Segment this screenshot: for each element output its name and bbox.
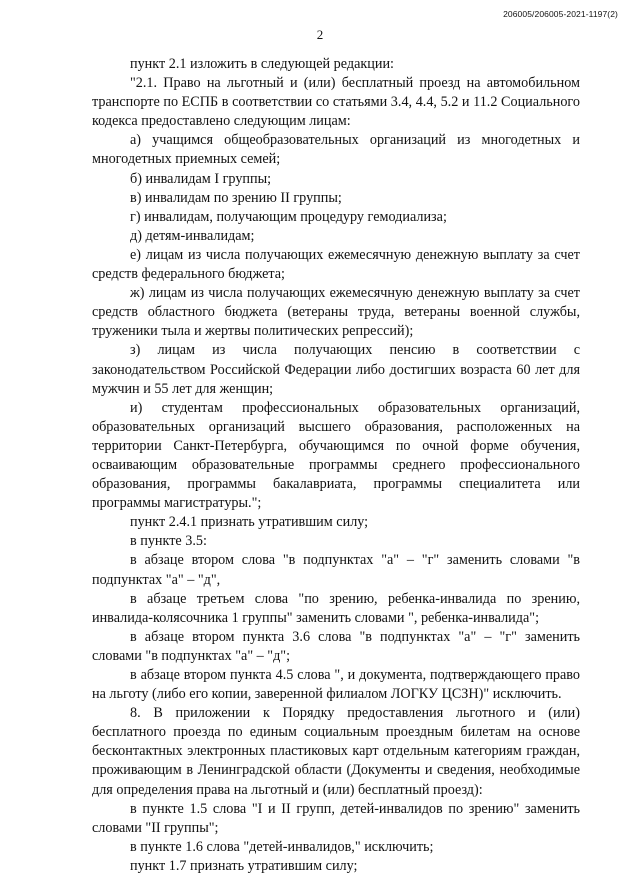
paragraph: в пункте 1.6 слова "детей-инвалидов," исключить; [130, 838, 434, 855]
list-item: в) инвалидам по зрению II группы; [130, 189, 342, 206]
paragraph: "2.1. Право на льготный и (или) бесплатный проезд на автомобильном транспорте по ЕСПБ в соответствии со статьями 3.4, 4.4, 5.2 и 11.2 Социального кодекса предоставлено следующим лицам: [92, 75, 580, 130]
document-body [92, 55, 580, 876]
list-item: б) инвалидам I группы; [130, 170, 272, 187]
list-item: е) лицам из числа получающих ежемесячную денежную выплату за счет средств федерального бюджета; [92, 246, 580, 283]
paragraph: в абзаце втором слова "в подпунктах "а" – "г" заменить словами "в подпунктах "а" – "д", [92, 552, 580, 588]
list-item: а) учащимся общеобразовательных организаций из многодетных и многодетных приемных семей; [92, 132, 580, 168]
page-number: 2 [316, 27, 324, 42]
paragraph: в абзаце втором пункта 3.6 слова "в подпунктах "а" – "г" заменить словами "в подпунктах "а" – "д"; [92, 628, 580, 664]
paragraph: пункт 2.1 изложить в следующей редакции: [130, 56, 394, 72]
list-item: и) студентам профессиональных образовательных организаций, образовательных организаций высшего образования, расположенных на территории Санкт-Петербурга, обучающимся по очной форме обучения, осваивающим образовательные программы среднего профессионального образования, программы бакалавриата, программы специалитета или программы магистратуры."; [92, 399, 580, 512]
paragraph: пункт 1.7 признать утратившим силу; [130, 857, 358, 874]
paragraph: в пункте 3.5: [130, 533, 207, 550]
list-item: д) детям-инвалидам; [130, 227, 255, 244]
paragraph: в пункте 1.5 слова "I и II групп, детей-инвалидов по зрению" заменить словами "II группы"; [92, 800, 580, 836]
list-item: з) лицам из числа получающих пенсию в соответствии с законодательством Российской Федерации либо достигших возраста 60 лет для мужчин и 55 лет для женщин; [92, 342, 580, 397]
paragraph: в абзаце третьем слова "по зрению, ребенка-инвалида по зрению, инвалида-колясочника 1 группы" заменить словами ", ребенка-инвалида"; [92, 590, 580, 626]
list-item: ж) лицам из числа получающих ежемесячную денежную выплату за счет средств областного бюджета (ветераны труда, ветераны военной службы, труженики тыла и жертвы политических репрессий); [92, 285, 580, 340]
list-item: г) инвалидам, получающим процедуру гемодиализа; [130, 208, 447, 225]
paragraph: 8. В приложении к Порядку предоставления льготного и (или) бесплатного проезда по единым социальным проездным билетам на основе бесконтактных электронных пластиковых карт отдельным категориям граждан, проживающим в Ленинградской области (Документы и сведения, необходимые для определения права на льготный и (или) бесплатный проезд): [92, 705, 580, 798]
paragraph: пункт 2.4.1 признать утратившим силу; [130, 514, 369, 531]
paragraph: в абзаце втором пункта 4.5 слова ", и документа, подтверждающего право на льготу (либо его копии, заверенной филиалом ЛОГКУ ЦСЗН)" исключить. [92, 667, 580, 703]
document-id: 206005/206005-2021-1197(2) [503, 9, 618, 19]
